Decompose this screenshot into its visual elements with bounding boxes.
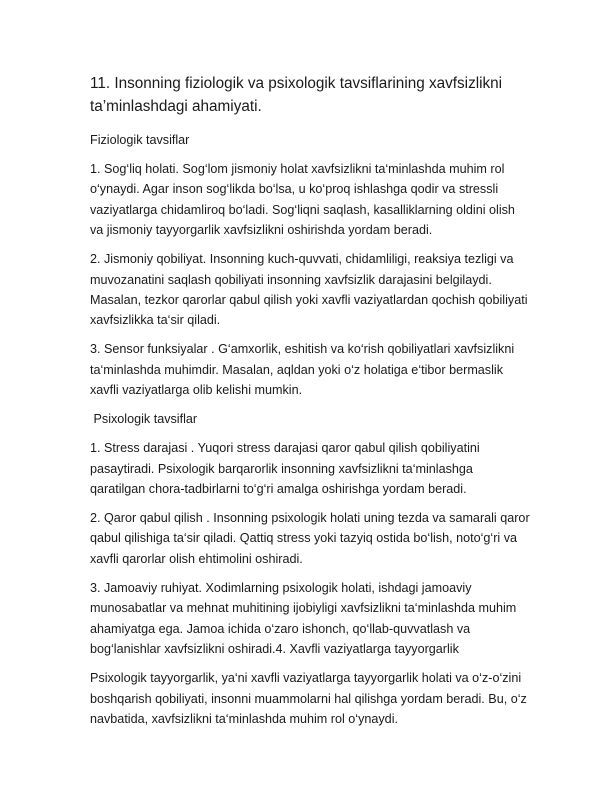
section-heading-psychological: Psixologik tavsiflar bbox=[90, 412, 198, 427]
document-title: 11. Insonning fiziologik va psixologik tavsiflarining xavfsizlikni ta’minlashdagi ahamiyati. bbox=[90, 75, 503, 115]
paragraph-physical-ability: 2. Jismoniy qobiliyat. Insonning kuch-quvvati, chidamliligi, reaksiya tezligi va muvozanatini saqlash qobiliyati insonning xavfsizlik darajasini belgilaydi. Masalan, tezkor qarorlar qabul qilish yoki xavfli vaziyatlardan qochish qobiliyati xavfsizlikka ta‘sir qiladi. bbox=[90, 252, 528, 328]
paragraph-health: 1. Sog‘liq holati. Sog‘lom jismoniy holat xavfsizlikni ta‘minlashda muhim rol o‘ynaydi. Agar inson sog‘likda bo‘lsa, u ko‘proq ishlashga qodir va stressli vaziyatlarga chidamliroq bo‘ladi. Sog‘liqni saqlash, kasalliklarning oldini olish va jismoniy tayyorgarlik xavfsizlikni oshirishda yordam beradi. bbox=[90, 162, 515, 238]
paragraph-team-spirit: 3. Jamoaviy ruhiyat. Xodimlarning psixologik holati, ishdagi jamoaviy munosabatlar va mehnat muhitining ijobiyligi xavfsizlikni ta‘minlashda muhim ahamiyatga ega. Jamoa ichida o‘zaro ishonch, qo‘llab-quvvatlash va bog‘lanishlar xavfsizlikni oshiradi.4. Xavfli vaziyatlarga tayyorgarlik bbox=[90, 580, 517, 657]
section-heading-physiological: Fiziologik tavsiflar bbox=[90, 133, 190, 147]
paragraph-stress-level: 1. Stress darajasi . Yuqori stress darajasi qaror qabul qilish qobiliyatini pasaytiradi. Psixologik barqarorlik insonning xavfsizlikni ta‘minlashga qaratilgan chora-tadbirlarni to‘g‘ri amalga oshirishga yordam beradi. bbox=[90, 441, 480, 497]
paragraph-decision-making: 2. Qaror qabul qilish . Insonning psixologik holati uning tezda va samarali qaror qabul qilishiga ta‘sir qiladi. Qattiq stress yoki tazyiq ostida bo‘lish, noto‘g‘ri va xavfli qarorlar olish ehtimolini oshiradi. bbox=[90, 511, 530, 566]
paragraph-sensory-functions: 3. Sensor funksiyalar . G‘amxorlik, eshitish va ko‘rish qobiliyatlari xavfsizlikni ta‘minlashda muhimdir. Masalan, aqldan yoki o‘z holatiga e‘tibor bermaslik xavfli vaziyatlarga olib kelishi mumkin. bbox=[90, 342, 515, 398]
paragraph-preparedness: Psixologik tayyorgarlik, ya‘ni xavfli vaziyatlarga tayyorgarlik holati va o‘z-o‘zini boshqarish qobiliyati, insonni muammolarni hal qilishga yordam beradi. Bu, o‘z navbatida, xavfsizlikni ta‘minlashda muhim rol o‘ynaydi. bbox=[90, 671, 527, 726]
